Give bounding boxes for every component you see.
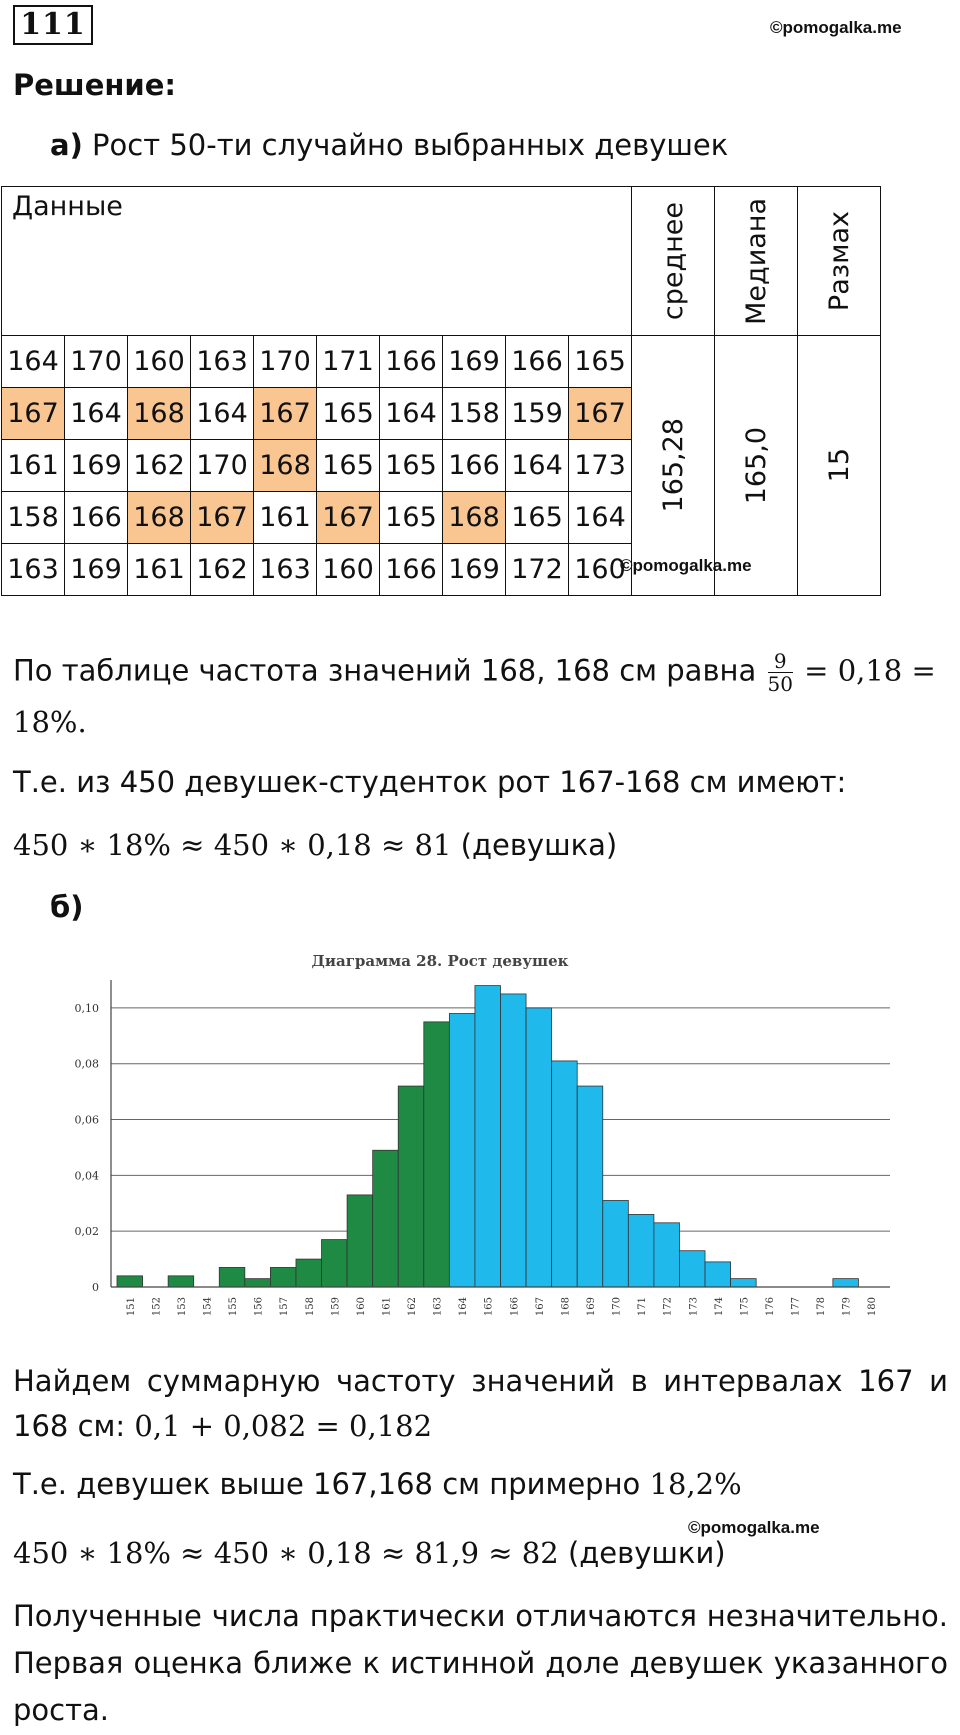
table-cell: 168: [128, 388, 191, 440]
y-tick-label: 0,06: [74, 1113, 99, 1127]
x-tick-label: 177: [790, 1297, 802, 1317]
histogram-bar: [322, 1240, 348, 1287]
table-cell: 164: [380, 388, 443, 440]
x-tick-label: 152: [151, 1297, 163, 1317]
height-histogram: [0, 940, 960, 1325]
y-tick-label: 0,10: [74, 1001, 99, 1015]
table-cell: 167: [254, 388, 317, 440]
calc-b-math: 450 ∗ 18% ≈ 450 ∗ 0,18 ≈ 81,9 ≈ 82: [13, 1536, 559, 1570]
histogram-bar: [603, 1200, 629, 1287]
freq-line: [13, 650, 936, 695]
calc-a-line: [13, 828, 617, 862]
histogram-bar: [347, 1195, 373, 1287]
freq-result: = 0,18 =: [804, 653, 936, 688]
table-cell: 172: [506, 544, 569, 596]
x-tick-label: 174: [713, 1297, 725, 1317]
table-cell: 169: [65, 440, 128, 492]
table-cell: 161: [2, 440, 65, 492]
x-tick-label: 175: [739, 1297, 751, 1317]
x-tick-label: 161: [381, 1297, 393, 1317]
histogram-bar: [526, 1008, 552, 1287]
x-tick-label: 151: [125, 1297, 137, 1317]
students-line: Т.е. из 450 девушек-студенток рот 167-168 см имеют:: [13, 765, 847, 799]
text-b-line1: Найдем суммарную частоту значений в интервалах 167 и: [13, 1364, 948, 1398]
text-b-line3-text: Т.е. девушек выше 167,168 см примерно: [13, 1467, 641, 1501]
table-cell: 164: [191, 388, 254, 440]
part-a-heading: [50, 128, 728, 162]
text-b-line3: [13, 1467, 742, 1501]
fraction-numerator: 9: [768, 650, 793, 673]
solution-label: Решение:: [13, 68, 177, 102]
histogram-bar: [833, 1279, 859, 1287]
table-cell: 165: [380, 440, 443, 492]
histogram-bar: [424, 1022, 450, 1287]
x-tick-label: 158: [304, 1297, 316, 1317]
x-tick-label: 156: [253, 1297, 265, 1317]
table-cell: 173: [569, 440, 632, 492]
histogram-bar: [219, 1267, 245, 1287]
table-cell: 169: [443, 544, 506, 596]
table-cell: 166: [65, 492, 128, 544]
table-cell: 161: [254, 492, 317, 544]
table-cell: 171: [317, 336, 380, 388]
table-cell: 165: [506, 492, 569, 544]
table-header-row: [2, 187, 881, 336]
watermark-table: ©pomogalka.me: [620, 556, 752, 575]
x-tick-label: 160: [355, 1297, 367, 1317]
y-tick-label: 0: [92, 1281, 99, 1294]
histogram-bar: [270, 1267, 296, 1287]
table-cell: 167: [317, 492, 380, 544]
x-tick-label: 163: [432, 1297, 444, 1317]
y-tick-label: 0,04: [74, 1169, 99, 1183]
table-cell: 163: [2, 544, 65, 596]
header-mean: среднее: [632, 187, 715, 336]
table-cell: 168: [443, 492, 506, 544]
header-data: Данные: [2, 187, 632, 336]
table-cell: 166: [380, 336, 443, 388]
calc-b-line: [13, 1536, 726, 1570]
watermark-bottom: ©pomogalka.me: [688, 1518, 820, 1537]
table-cell: 166: [506, 336, 569, 388]
table-cell: 166: [443, 440, 506, 492]
x-tick-label: 168: [560, 1297, 572, 1317]
x-tick-label: 164: [458, 1297, 470, 1317]
table-cell: 164: [65, 388, 128, 440]
calc-a-math: 450 ∗ 18% ≈ 450 ∗ 0,18 ≈ 81: [13, 828, 452, 862]
histogram-bar: [168, 1276, 194, 1287]
histogram-bar: [628, 1214, 654, 1287]
histogram-bar: [117, 1276, 143, 1287]
histogram-bar: [296, 1259, 322, 1287]
table-cell: 160: [569, 544, 632, 596]
table-cell: 164: [506, 440, 569, 492]
header-range: Размах: [798, 187, 881, 336]
histogram-bar: [705, 1262, 731, 1287]
table-cell: 158: [2, 492, 65, 544]
table-cell: 164: [2, 336, 65, 388]
table-row: [2, 336, 881, 388]
fraction-denominator: 50: [767, 672, 793, 696]
table-cell: 165: [569, 336, 632, 388]
table-cell: 167: [191, 492, 254, 544]
histogram-bar: [475, 986, 501, 1287]
header-median: Медиана: [715, 187, 798, 336]
table-cell: 168: [128, 492, 191, 544]
table-cell: 162: [128, 440, 191, 492]
x-tick-label: 159: [330, 1297, 342, 1317]
x-tick-label: 162: [407, 1297, 419, 1317]
x-tick-label: 155: [228, 1297, 240, 1317]
problem-number: 111: [13, 5, 93, 45]
table-cell: 165: [317, 440, 380, 492]
x-tick-label: 157: [279, 1297, 291, 1317]
part-b-label: б): [50, 890, 84, 924]
watermark-top: ©pomogalka.me: [770, 18, 902, 37]
y-tick-label: 0,08: [74, 1057, 99, 1071]
conclusion-line1: Полученные числа практически отличаются незначительно.: [13, 1599, 948, 1633]
x-tick-label: 171: [637, 1297, 649, 1317]
table-cell: 160: [317, 544, 380, 596]
text-b-line2-math: 0,1 + 0,082 = 0,182: [134, 1409, 433, 1443]
table-cell: 167: [2, 388, 65, 440]
text-b-line2-text: 168 см:: [13, 1409, 126, 1443]
chart-x-ticks: [126, 1297, 878, 1316]
table-range: 15: [798, 336, 881, 596]
table-median: 165,0: [715, 336, 798, 596]
table-cell: 160: [128, 336, 191, 388]
table-cell: 158: [443, 388, 506, 440]
conclusion-line3: роста.: [13, 1693, 109, 1727]
y-tick-label: 0,02: [74, 1225, 99, 1239]
freq-prefix: По таблице частота значений 168, 168 см равна: [13, 653, 757, 688]
freq-percent: 18%.: [13, 705, 87, 739]
table-cell: 163: [254, 544, 317, 596]
table-cell: 168: [254, 440, 317, 492]
table-cell: 161: [128, 544, 191, 596]
chart-title: Диаграмма 28. Рост девушек: [311, 952, 569, 970]
table-mean: 165,28: [632, 336, 715, 596]
x-tick-label: 180: [867, 1297, 879, 1317]
x-tick-label: 170: [611, 1297, 623, 1317]
conclusion-line2: Первая оценка ближе к истинной доле девушек указанного: [13, 1646, 948, 1680]
table-cell: 170: [191, 440, 254, 492]
text-b-line3-math: 18,2%: [649, 1467, 742, 1501]
part-a-text: Рост 50-ти случайно выбранных девушек: [92, 128, 729, 162]
histogram-bar: [245, 1279, 271, 1287]
table-cell: 169: [443, 336, 506, 388]
part-a-label: а): [50, 128, 83, 162]
calc-a-word: (девушка): [460, 828, 618, 862]
histogram-bar: [577, 1086, 603, 1287]
table-cell: 165: [380, 492, 443, 544]
table-cell: 165: [317, 388, 380, 440]
chart-y-ticks: [75, 1002, 100, 1294]
x-tick-label: 178: [816, 1297, 828, 1317]
x-tick-label: 153: [176, 1297, 188, 1317]
data-table: [1, 186, 881, 596]
table-cell: 163: [191, 336, 254, 388]
histogram-bar: [731, 1279, 757, 1287]
histogram-bar: [398, 1086, 424, 1287]
table-cell: 169: [65, 544, 128, 596]
table-cell: 159: [506, 388, 569, 440]
x-tick-label: 172: [662, 1297, 674, 1317]
histogram-bar: [679, 1251, 705, 1287]
x-tick-label: 154: [202, 1297, 214, 1317]
x-tick-label: 176: [764, 1297, 776, 1317]
histogram-bar: [654, 1223, 680, 1287]
histogram-bar: [552, 1061, 578, 1287]
fraction: [768, 650, 793, 695]
x-tick-label: 173: [688, 1297, 700, 1317]
x-tick-label: 179: [841, 1297, 853, 1317]
histogram-bar: [501, 994, 527, 1287]
table-cell: 170: [254, 336, 317, 388]
chart-bars: [117, 986, 858, 1287]
calc-b-word: (девушки): [567, 1536, 726, 1570]
x-tick-label: 167: [534, 1297, 546, 1317]
table-cell: 170: [65, 336, 128, 388]
table-cell: 164: [569, 492, 632, 544]
table-cell: 162: [191, 544, 254, 596]
x-tick-label: 165: [483, 1297, 495, 1317]
histogram-bar: [373, 1150, 399, 1287]
x-tick-label: 166: [509, 1297, 521, 1317]
table-cell: 167: [569, 388, 632, 440]
text-b-line2: [13, 1409, 432, 1443]
table-cell: 166: [380, 544, 443, 596]
histogram-bar: [449, 1013, 475, 1287]
x-tick-label: 169: [585, 1297, 597, 1317]
